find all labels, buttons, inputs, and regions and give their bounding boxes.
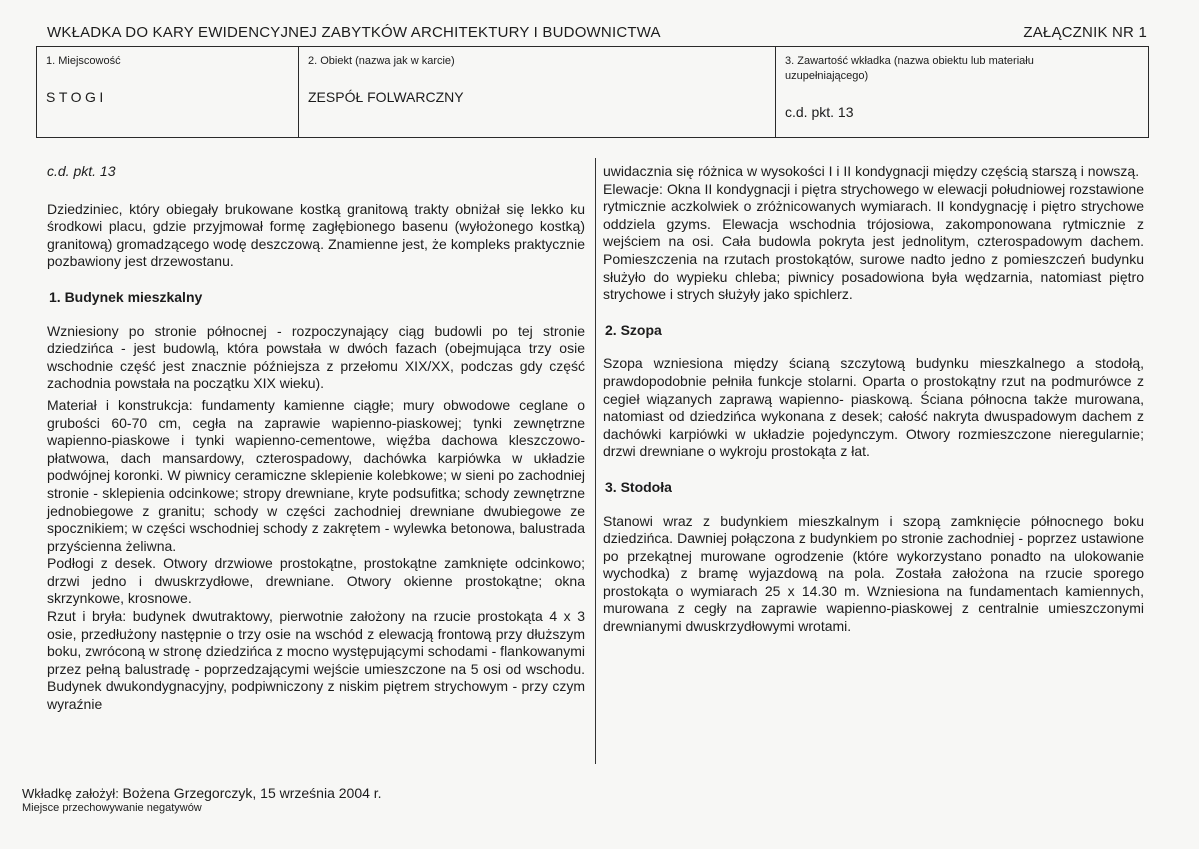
annex-label: ZAŁĄCZNIK NR 1 [1023,24,1147,41]
elevation-paragraph: Elewacje: Okna II kondygnacji i piętra strychowego w elewacji południowej rozstawione rytmicznie aczkolwiek o zróżnicowanych wymiarach. II kondygnację i piętro strychowe oddziela gzyms. Elewacja wschodnia trójosiowa, zakomponowana rytmicznie z wejściem na osi. Cała budowla pokryta jest jednolitym, czterospadowym dachem. Pomieszczenia na rzutach prostokątów, surowe nadto jedno z pomieszczeń budynku służyło do wypieku chleba; piwnicy posadowiona była wędzarnia, natomiast piętro strychowe i strych służyły jako spichlerz. [603,180,1144,303]
document-title: WKŁADKA DO KARY EWIDENCYJNEJ ZABYTKÓW ARCHITEKTURY I BUDOWNICTWA [47,24,661,41]
floors-paragraph: Podłogi z desek. Otwory drzwiowe prostokątne, prostokątne zamknięte odcinkowo; drzwi jedno i dwuskrzydłowe, drewniane. Otwory okienne prostokątne; okna skrzynkowe, krosnowe. [47,555,585,607]
content-cell [776,47,1148,137]
locality-value: STOGI [46,89,107,105]
right-column [603,163,1144,636]
content-value: c.d. pkt. 13 [785,104,854,120]
continuation-paragraph: uwidacznia się różnica w wysokości I i II kondygnacji między częścią starszą i nowszą. [603,163,1140,179]
section-heading-barn: 3. Stodoła [605,478,672,495]
column-divider [595,158,596,764]
material-paragraph: Materiał i konstrukcja: fundamenty kamienne ciągłe; mury obwodowe ceglane o grubości 60-70 cm, cegła na zaprawie wapienno-piaskowej; tynki zewnętrzne wapienno-piaskowe i tynki wapienno-cementowe, więźba dachowa kleszczowo-płatwowa, dach mansardowy, czterospadowy, dachówka karpiówka w układzie podwójnej koronki. W piwnicy ceramiczne sklepienie kolebkowe; w sieni po zachodniej stronie - sklepienia odcinkowe; stropy drewniane, kryte podsufitka; schody zewnętrzne jednobiegowe z granitu; schody w części zachodniej drewniane dwubiegowe ze spocznikiem; w części wschodniej schody z zakrętem - wylewka betonowa, balustrada przyściennа żeliwna. [47,396,585,554]
author-line [22,785,382,801]
locality-label: 1. Miejscowość [46,55,121,67]
residential-paragraph: Wzniesiony po stronie północnej - rozpoczynający ciąg budowli po tej stronie dziedzińca - jest budowlą, która powstała w dwóch fazach (obejmująca trzy osie wschodnie część jest znacznie późniejsza z przełomu XIX/XX, podczas gdy część zachodnia powstała na początku XIX wieku). [47,322,585,392]
shed-paragraph: Szopa wzniesiona między ścianą szczytową budynku mieszkalnego a stodołą, prawdopodobnie pełniła funkcje stolarni. Oparta o prostokątny rzut na podmurówce z cegieł wiązanych zaprawą wapienno- piaskową. Ściana północna także murowana, natomiast od dziedzińca wykonana z desek; całość nakryta dwuspadowym dachem z dachówki karpiówki w układzie pojedynczym. Otwory rozmieszczone nieregularnie; drzwi drewniane o wykroju prostokąta z łat. [603,355,1144,460]
author-label: Wkładkę założył: [22,786,119,801]
barn-paragraph: Stanowi wraz z budynkiem mieszkalnym i szopą zamknięcie północnego boku dziedzińca. Dawniej połączona z budynkiem po stronie zachodniej - poprzez ustawione po przekątnej murowane ogrodzenie (które wykorzystano ponadto na ulokowanie wychodka) z bramę wyjazdową na pola. Została założona na rzucie sporego prostokąta o wymiarach 25 x 14.30 m. Wzniesiona na fundamentach kamiennych, murowana z cegły na zaprawie wapienno-piaskowej z centralnie umieszczonymi drewnianymi dwuskrzydłowymi wrotami. [603,512,1144,635]
section-heading-residential: 1. Budynek mieszkalny [49,288,203,305]
left-column [47,163,585,714]
continuation-ref: c.d. pkt. 13 [47,163,116,179]
object-value: ZESPÓŁ FOLWARCZNY [308,89,464,105]
section-heading-shed: 2. Szopa [605,321,662,338]
locality-cell [37,47,299,137]
plan-paragraph: Rzut i bryła: budynek dwutraktowy, pierwotnie założony na rzucie prostokąta 4 x 3 osie, przedłużony następnie o trzy osie na wschód z elewacją frontową przy dłuższym boku, zwróconą w stronę dziedzińca z mocno występującymi schodami - flankowanymi przez pełną balustradę - poprzedzającymi wejście umieszczone na 5 osi od wschodu. Budynek dwukondygnacyjny, podpiwniczony z niskim piętrem strychowym - przy czym wyraźnie [47,608,585,713]
object-label: 2. Obiekt (nazwa jak w karcie) [308,55,455,67]
courtyard-paragraph: Dziedziniec, który obiegały brukowane kostką granitową trakty obniżał się lekko ku środkowi placu, gdzie przyjmował formę zagłębionego basenu (wyłożonego kostką) granitową) gromadzącego wodę deszczową. Znamienne jest, że kompleks praktycznie pozbawiony jest drzewostanu. [47,200,585,270]
info-table [36,46,1149,138]
object-cell [299,47,776,137]
content-label: 3. Zawartość wkładka (nazwa obiektu lub materiału uzupełniającego) [785,55,1034,82]
storage-label: Miejsce przechowywanie negatywów [22,802,202,814]
author-value: Bożena Grzegorczyk, 15 września 2004 r. [122,785,382,801]
